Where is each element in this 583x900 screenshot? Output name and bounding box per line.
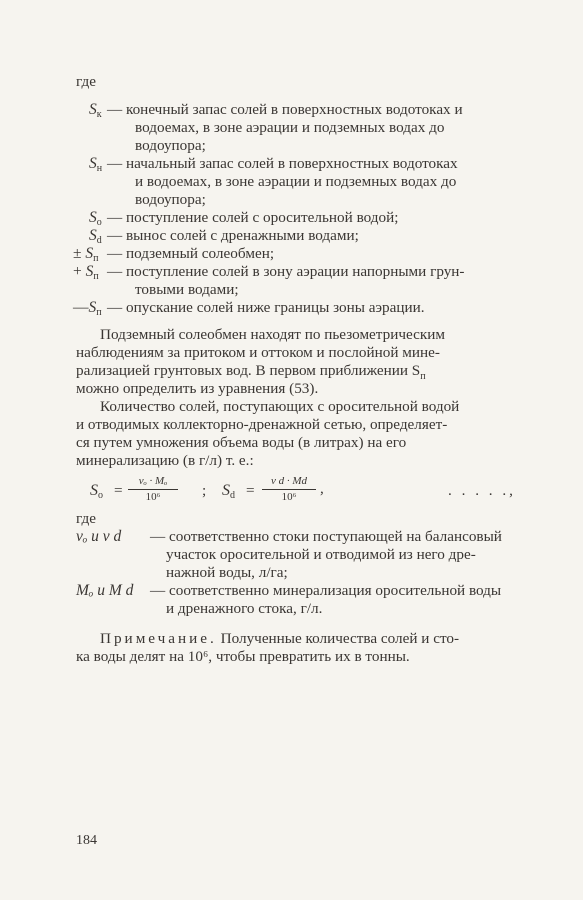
paragraph-2-line-2: и отводимых коллекторно-дренажной сетью, определяет- xyxy=(76,416,448,433)
formula-equals-1: = xyxy=(114,482,123,499)
where-label-1: где xyxy=(76,73,96,90)
definition-M-line-2: и дренажного стока, г/л. xyxy=(166,600,323,617)
sign-plus-minus: ± xyxy=(73,245,82,262)
paragraph-2-line-4: минерализацию (в г/л) т. е.: xyxy=(76,452,254,469)
symbol-sub: о xyxy=(96,217,102,228)
where-label-2: где xyxy=(76,510,96,527)
fraction-2-denominator: 10⁶ xyxy=(281,491,297,503)
sign-plus: + xyxy=(73,263,82,280)
definition-S-k-line-3: водоупора; xyxy=(135,137,206,154)
definition-S-k-line-2: водоемах, в зоне аэрации и подземных водах до xyxy=(135,119,445,136)
symbol-sub: к xyxy=(96,109,102,120)
fraction-1-denominator: 10⁶ xyxy=(145,491,161,503)
symbol-sub: н xyxy=(96,163,103,174)
symbol-sub: п xyxy=(93,253,99,264)
formula xyxy=(90,475,540,508)
formula-sub-d: d xyxy=(230,490,235,501)
formula-sub-o: о xyxy=(98,490,103,501)
fraction-2-bar xyxy=(262,489,316,490)
formula-semicolon: ; xyxy=(202,482,207,499)
paragraph-2-line-1: Количество солей, поступающих с оросительной водой xyxy=(100,398,460,415)
formula-fraction-2 xyxy=(262,475,316,504)
paragraph-1-line-3-text: рализацией грунтовых вод. В первом приближении S xyxy=(76,362,421,379)
formula-fraction-1 xyxy=(128,475,178,504)
symbol-sub: п xyxy=(93,271,99,282)
definition-v-line-1: — соответственно стоки поступающей на балансовый xyxy=(150,528,502,545)
page-number: 184 xyxy=(76,833,97,848)
paragraph-1-sub: п xyxy=(420,371,426,383)
symbol-sub: d xyxy=(96,235,102,246)
definition-S-n-line-3: водоупора; xyxy=(135,191,206,208)
fraction-1-numerator: vₒ · Mₒ xyxy=(138,475,168,487)
note-line-1 xyxy=(100,630,459,648)
formula-dots: . . . . ., xyxy=(448,482,516,499)
definition-S-d: — вынос солей с дренажными водами; xyxy=(107,227,359,244)
symbol-minus-S-p: $—S_п$ xyxy=(73,299,102,318)
paragraph-1-line-2: наблюдениям за притоком и оттоком и послойной мине- xyxy=(76,344,440,361)
paragraph-1-line-4: можно определить из уравнения (53). xyxy=(76,380,319,397)
definition-pm-S-p: — подземный солеобмен; xyxy=(107,245,275,262)
term-v-o-v-d: vₒ и v d xyxy=(76,528,122,545)
definition-plus-S-p-line-1: — поступление солей в зону аэрации напорными грун- xyxy=(107,263,465,280)
definition-minus-S-p: — опускание солей ниже границы зоны аэрации. xyxy=(107,299,425,316)
symbol-S-n: $S_н$ xyxy=(89,155,103,174)
definition-S-o: — поступление солей с оросительной водой; xyxy=(107,209,399,226)
sign-minus: — xyxy=(73,299,89,316)
symbol-sub: п xyxy=(96,307,102,318)
symbol-pm-S-p: ± $S_п$ xyxy=(73,245,99,264)
symbol-S-k: $S_к$ xyxy=(89,101,102,120)
formula-S-o: $S_о$ xyxy=(90,482,103,501)
fraction-2-numerator: v d · Md xyxy=(270,475,308,487)
definition-S-n-line-2: и водоемах, в зоне аэрации и подземных водах до xyxy=(135,173,457,190)
definition-v-line-2: участок оросительной и отводимой из него дре- xyxy=(166,546,476,563)
definition-S-n-line-1: — начальный запас солей в поверхностных водотоках xyxy=(107,155,458,172)
definition-v-line-3: нажной воды, л/га; xyxy=(166,564,288,581)
paragraph-2-line-3: ся путем умножения объема воды (в литрах) на его xyxy=(76,434,407,451)
note-label: Примечание. xyxy=(100,630,217,647)
note-line-2: ка воды делят на 10⁶, чтобы превратить их в тонны. xyxy=(76,648,410,665)
symbol-S-o: $S_о$ xyxy=(89,209,102,228)
paragraph-1-line-1: Подземный солеобмен находят по пьезометрическим xyxy=(100,326,445,343)
symbol-plus-S-p: + $S_п$ xyxy=(73,263,99,282)
definition-plus-S-p-line-2: товыми водами; xyxy=(135,281,239,298)
term-M-o-M-d: Mₒ и M d xyxy=(76,582,134,599)
definition-M-line-1: — соответственно минерализация оросительной воды xyxy=(150,582,502,599)
formula-comma: , xyxy=(320,480,324,497)
definition-S-k-line-1: — конечный запас солей в поверхностных водотоках и xyxy=(107,101,463,118)
formula-S-d: $S_d$ xyxy=(222,482,235,501)
note-text-1: Полученные количества солей и сто- xyxy=(220,630,460,647)
symbol-S-d: $S_d$ xyxy=(89,227,102,246)
fraction-1-bar xyxy=(128,489,178,490)
formula-equals-2: = xyxy=(246,482,255,499)
